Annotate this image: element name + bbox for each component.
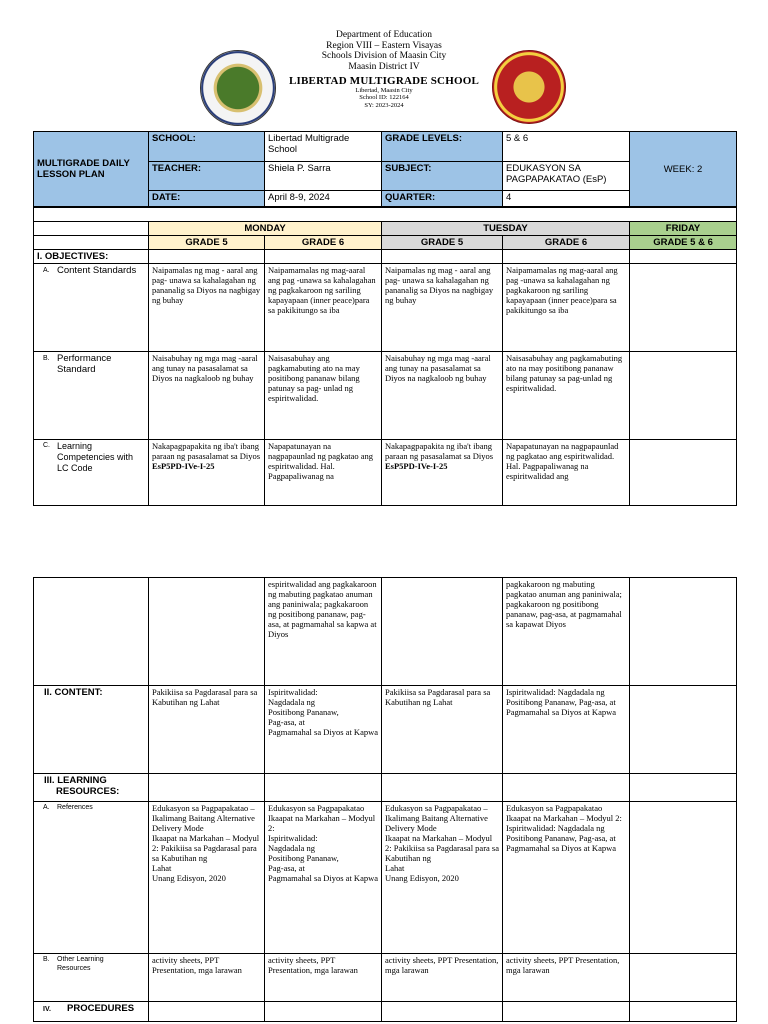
lc-mon-g6: Napapatunayan na nagpapaunlad ng pagkatao ang espiritwalidad. Hal. Pagpapaliwanag na	[265, 440, 382, 506]
grade-levels-value: 5 & 6	[503, 132, 630, 162]
content-tue-g6: Ispiritwalidad: Nagdadala ng Positibong Pananaw, Pag-asa, at Pagmamahal sa Diyos at Kapwa	[503, 686, 630, 774]
teacher-label: TEACHER:	[149, 162, 265, 191]
letterhead-line1: Department of Education	[335, 30, 433, 40]
procedures-label: PROCEDURES	[67, 1003, 135, 1014]
monday-grade5-header: GRADE 5	[149, 236, 265, 250]
table-row	[34, 954, 737, 1002]
resources-heading	[34, 774, 149, 802]
cs-mon-g5: Naipamalas ng mag - aaral ang pag- unawa sa kahalagahan ng pananalig sa Diyos na nagbigay ng buhay	[149, 264, 265, 352]
table-row	[34, 352, 737, 440]
school-address: Libertad, Maasin City	[355, 86, 413, 94]
row-letter: B.	[43, 956, 50, 963]
content-table	[33, 577, 737, 1022]
content-mon-g5: Pakikiisa sa Pagdarasal para sa Kabutihan ng Lahat	[149, 686, 265, 774]
content-heading: II. CONTENT:	[34, 686, 149, 774]
procedures-number: IV.	[43, 1006, 51, 1013]
content-tue-g5: Pakikiisa sa Pagdarasal para sa Kabutihan ng Lahat	[382, 686, 503, 774]
table-row	[34, 774, 737, 802]
table-row	[34, 264, 737, 352]
row-letter: A.	[43, 267, 50, 274]
lc-mon-g5-code: EsP5PD-IVe-I-25	[152, 461, 215, 471]
cs-fri	[630, 264, 737, 352]
friday-header: FRIDAY	[630, 222, 737, 236]
ps-mon-g6: Naisasabuhay ang pagkamabuting ato na may positibong pananaw bilang patunay sa pag- unlad ng espiritwalidad.	[265, 352, 382, 440]
subject-label: SUBJECT:	[382, 162, 503, 191]
monday-header: MONDAY	[149, 222, 382, 236]
content-mon-g6: Ispiritwalidad: Nagdadala ng Positibong Pananaw, Pag-asa, at Pagmamahal sa Diyos at Kapwa	[265, 686, 382, 774]
other-mon-g5: activity sheets, PPT Presentation, mga larawan	[149, 954, 265, 1002]
performance-standard-label: Performance Standard	[57, 353, 112, 375]
ps-mon-g5: Naisabuhay ng mga mag -aaral ang tunay na pasasalamat sa Diyos na nagkaloob ng buhay	[149, 352, 265, 440]
lc-tue-g5-code: EsP5PD-IVe-I-25	[385, 461, 448, 471]
row-letter: B.	[43, 355, 50, 362]
other-resources-label: Other Learning Resources	[57, 956, 104, 972]
info-table	[33, 131, 737, 207]
ps-tue-g5: Naisabuhay ng mga mag -aaral ang tunay na pasasalamat sa Diyos na nagkaloob ng buhay	[382, 352, 503, 440]
tuesday-grade5-header: GRADE 5	[382, 236, 503, 250]
letterhead	[0, 30, 768, 109]
tuesday-header: TUESDAY	[382, 222, 630, 236]
cs-tue-g6: Naipamamalas ng mag-aaral ang pag -unawa sa kahalagahan ng pagkakaroon ng sariling kapayapaan (inner peace)para sa pakikitungo sa iba	[503, 264, 630, 352]
table-row	[34, 802, 737, 954]
friday-grade56-header: GRADE 5 & 6	[630, 236, 737, 250]
lc-mon-g5-text: Nakapagpapakita ng iba't ibang paraan ng pasasalamat sa Diyos	[152, 441, 261, 461]
lc-tue-g5-text: Nakapagpapakita ng iba't ibang paraan ng pasasalamat sa Diyos	[385, 441, 494, 461]
table-row	[34, 1002, 737, 1022]
objectives-table	[33, 207, 737, 506]
table-row	[34, 578, 737, 686]
ps-tue-g6: Naisasabuhay ang pagkamabuting ato na may positibong pananaw bilang patunay sa pag-unlad ng espiritwalidad.	[503, 352, 630, 440]
ref-mon-g5: Edukasyon sa Pagpapakatao – Ikalimang Baitang Alternative Delivery Mode Ikaapat na Markahan – Modyul 2: Pakikiisa sa Pagdarasal para sa Kabutihan ng Lahat Unang Edisyon, 2020	[149, 802, 265, 954]
quarter-value: 4	[503, 191, 630, 207]
other-tue-g6: activity sheets, PPT Presentation, mga larawan	[503, 954, 630, 1002]
teacher-value: Shiela P. Sarra	[265, 162, 382, 191]
resources-heading-line1: III. LEARNING	[44, 775, 107, 786]
objectives-heading: I. OBJECTIVES:	[34, 250, 149, 264]
date-label: DATE:	[149, 191, 265, 207]
cont-mon-g6: espiritwalidad ang pagkakaroon ng mabuting pagkatao anuman ang paniniwala; pagkakaroon ng positibong pananaw, pag-asa, at pagmamahal sa kapwa at Diyos	[265, 578, 382, 686]
ref-tue-g5: Edukasyon sa Pagpapakatao – Ikalimang Baitang Alternative Delivery Mode Ikaapat na Markahan – Modyul 2: Pakikiisa sa Pagdarasal para sa Kabutihan ng Lahat Unang Edisyon, 2020	[382, 802, 503, 954]
letterhead-line4: Maasin District IV	[348, 61, 420, 72]
week-value: WEEK: 2	[630, 132, 737, 207]
ps-fri	[630, 352, 737, 440]
blank-cell	[34, 222, 149, 236]
lc-tue-g5	[382, 440, 503, 506]
school-name: LIBERTAD MULTIGRADE SCHOOL	[288, 75, 480, 87]
other-mon-g6: activity sheets, PPT Presentation, mga larawan	[265, 954, 382, 1002]
procedures-heading	[34, 1002, 149, 1022]
row-letter: A.	[43, 804, 50, 811]
letterhead-line2: Region VIII – Eastern Visayas	[326, 40, 442, 51]
school-label: SCHOOL:	[149, 132, 265, 162]
grade-levels-label: GRADE LEVELS:	[382, 132, 503, 162]
resources-heading-line2: RESOURCES:	[56, 786, 120, 797]
subject-value: EDUKASYON SA PAGPAPAKATAO (EsP)	[503, 162, 630, 191]
ref-tue-g6: Edukasyon sa Pagpapakatao Ikaapat na Markahan – Modyul 2: Ispiritwalidad: Nagdadala ng Positibong Pananaw, Pag-asa, at Pagmamahal sa Diyos at Kapwa	[503, 802, 630, 954]
school-id: School ID: 122164	[359, 94, 409, 101]
spacer-row	[34, 208, 737, 222]
blank-cell	[34, 236, 149, 250]
cs-mon-g6: Naipamamalas ng mag-aaral ang pag -unawa sa kahalagahan ng pagkakaroon ng sariling kapayapaan (inner peace)para sa pakikitungo sa iba	[265, 264, 382, 352]
school-year: SY: 2023-2024	[364, 101, 404, 109]
cs-tue-g5: Naipamalas ng mag - aaral ang pag- unawa sa kahalagahan ng pananalig sa Diyos na nagbigay ng buhay	[382, 264, 503, 352]
other-tue-g5: activity sheets, PPT Presentation, mga larawan	[382, 954, 503, 1002]
lc-tue-g6: Napapatunayan na nagpapaunlad ng pagkatao ang espiritwalidad. Hal. Pagpapaliwanag na espiritwalidad ang	[503, 440, 630, 506]
references-label: References	[57, 804, 93, 811]
learning-competencies-label: Learning Competencies with LC Code	[57, 441, 134, 473]
table-row	[34, 440, 737, 506]
date-value: April 8-9, 2024	[265, 191, 382, 207]
quarter-label: QUARTER:	[382, 191, 503, 207]
school-value: Libertad Multigrade School	[265, 132, 382, 162]
ref-mon-g6: Edukasyon sa Pagpapakatao Ikaapat na Markahan – Modyul 2: Ispiritwalidad: Nagdadala ng Positibong Pananaw, Pag-asa, at Pagmamahal sa Diyos at Kapwa	[265, 802, 382, 954]
content-standards-label: Content Standards	[57, 265, 137, 276]
row-letter: C.	[43, 442, 50, 449]
table-row	[34, 686, 737, 774]
lc-fri	[630, 440, 737, 506]
cont-tue-g6: pagkakaroon ng mabuting pagkatao anuman ang paniniwala; pagkakaroon ng positibong pananaw, pag-asa, at pagmamahal sa kapawat Diyos	[503, 578, 630, 686]
lesson-plan-title: MULTIGRADE DAILY LESSON PLAN	[34, 132, 149, 207]
letterhead-line3: Schools Division of Maasin City	[321, 51, 447, 61]
lc-mon-g5	[149, 440, 265, 506]
monday-grade6-header: GRADE 6	[265, 236, 382, 250]
tuesday-grade6-header: GRADE 6	[503, 236, 630, 250]
